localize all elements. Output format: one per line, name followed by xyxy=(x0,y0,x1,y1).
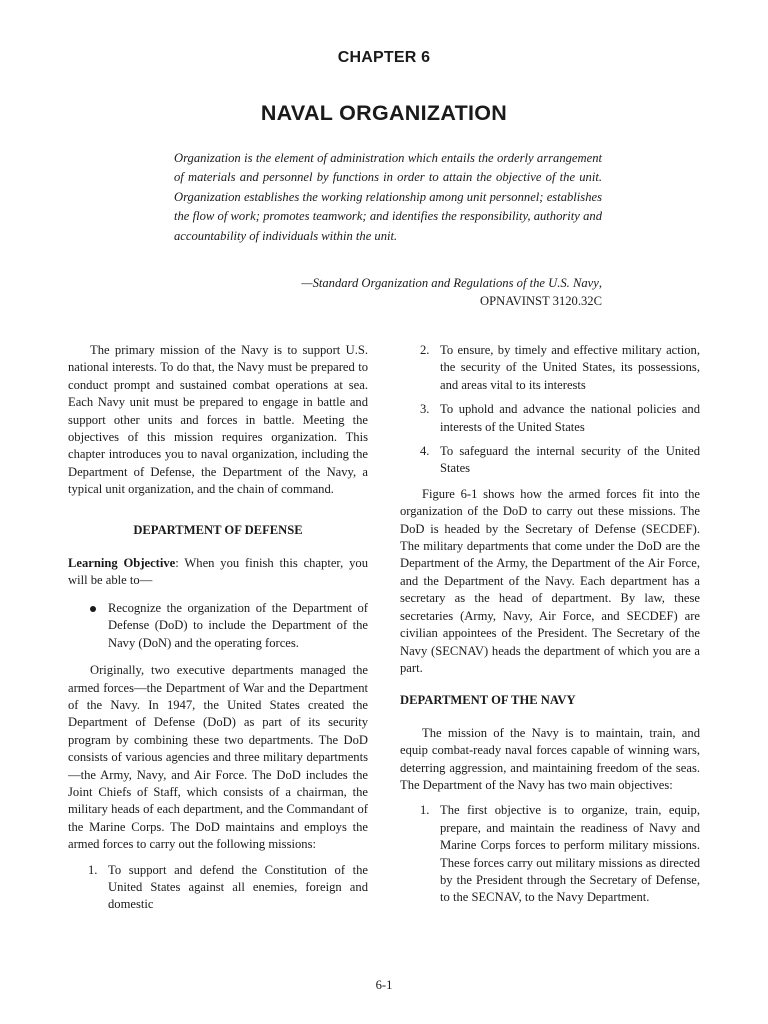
section-heading-don: DEPARTMENT OF THE NAVY xyxy=(400,693,576,708)
objective-bullets xyxy=(68,600,368,652)
attribution-reference: OPNAVINST 3120.32C xyxy=(480,294,602,308)
section-heading-dod: DEPARTMENT OF DEFENSE xyxy=(133,522,303,537)
list-item xyxy=(400,443,700,478)
navy-paragraph: The mission of the Navy is to maintain, train, and equip combat-ready naval forces capable of winning wars, deterring aggression, and maintaining freedom of the seas. The Department of the Navy has two main objectives: xyxy=(400,725,700,792)
bullet-icon xyxy=(90,606,96,612)
list-item xyxy=(400,802,700,906)
right-column xyxy=(400,342,700,907)
figure-paragraph: Figure 6-1 shows how the armed forces fit into the organization of the DoD to carry out these missions. The DoD is headed by the Secretary of Defense (SECDEF). The military departments that come under the DoD are the Department of the Army, the Department of the Air Force, and the Department of the Navy. Each department has a secretary as the head of department. By law, these secretaries (Army, Navy, Air Force, and SECDEF) are civilian appointees of the President. The Secretary of the Navy (SECNAV) heads the department of which you are a part. xyxy=(400,486,700,675)
list-text: To safeguard the internal security of the United States xyxy=(440,444,700,476)
list-text: To support and defend the Constitution of the United States against all enemies, foreign and domestic xyxy=(108,862,368,912)
learning-objective-label: Learning Objective xyxy=(68,556,176,571)
attribution-separator: , xyxy=(598,276,602,290)
list-item xyxy=(68,600,368,652)
list-number: 1. xyxy=(88,862,98,877)
learning-objective-text: : When you finish this chapter, you will be able to— xyxy=(68,556,368,588)
chapter-label: CHAPTER 6 xyxy=(337,49,431,66)
list-text: The first objective is to organize, train, equip, prepare, and maintain the readiness of Navy and Marine Corps forces to perform military missions. These forces carry out military missions as directed by the President through the Secretary of Defense, to the SECNAV, to the Navy Department. xyxy=(440,803,700,905)
list-number: 2. xyxy=(420,343,430,357)
attribution-source: —Standard Organization and Regulations of the U.S. Navy xyxy=(301,276,599,290)
missions-list-right xyxy=(400,342,700,478)
learning-objective xyxy=(68,555,368,590)
list-text: To ensure, by timely and effective military action, the security of the United States, its possessions, and areas vital to its interests xyxy=(440,343,700,392)
list-item xyxy=(400,342,700,394)
list-item xyxy=(68,862,368,914)
epigraph-text: Organization is the element of administration which entails the orderly arrangement of materials and personnel by functions in order to attain the objective of the unit. Organization establishes the working relationship among unit personnel; establishes the flow of work; promotes teamwork; and identifies the responsibility, authority and accountability of individuals within the unit. xyxy=(174,151,602,243)
missions-list-left xyxy=(68,862,368,914)
bullet-text: Recognize the organization of the Department of Defense (DoD) to include the Department of the Navy (DoN) and the operating forces. xyxy=(108,600,368,650)
intro-paragraph: The primary mission of the Navy is to support U.S. national interests. To do that, the Navy must be prepared to conduct prompt and sustained combat operations at sea. Each Navy unit must be prepared to engage in battle and support other units and forces in battle. Meeting the objectives of this mission requires organization. This chapter introduces you to naval organization, including the Department of Defense, the Department of the Navy, a typical unit organization, and the chain of command. xyxy=(68,343,368,497)
page-title: NAVAL ORGANIZATION xyxy=(260,101,508,125)
list-number: 4. xyxy=(420,444,430,459)
epigraph-attribution xyxy=(174,274,602,310)
objectives-list xyxy=(400,802,700,906)
list-number: 3. xyxy=(420,402,430,417)
left-column xyxy=(68,342,368,914)
list-text: To uphold and advance the national policies and interests of the United States xyxy=(440,402,700,434)
page-number: 6-1 xyxy=(375,978,393,992)
dod-paragraph: Originally, two executive departments managed the armed forces—the Department of War and the Department of the Navy. In 1947, the United States created the Department of Defense (DoD) as part of its security program by combining these two departments. The DoD consists of various agencies and three military departments—the Army, Navy, and Air Force. The DoD includes the Joint Chiefs of Staff, which consists of a chairman, the military heads of each department, and the Commandant of the Marine Corps. The DoD maintains and employs the armed forces to carry out the following missions: xyxy=(68,663,368,852)
list-number: 1. xyxy=(420,803,430,818)
list-item xyxy=(400,401,700,436)
